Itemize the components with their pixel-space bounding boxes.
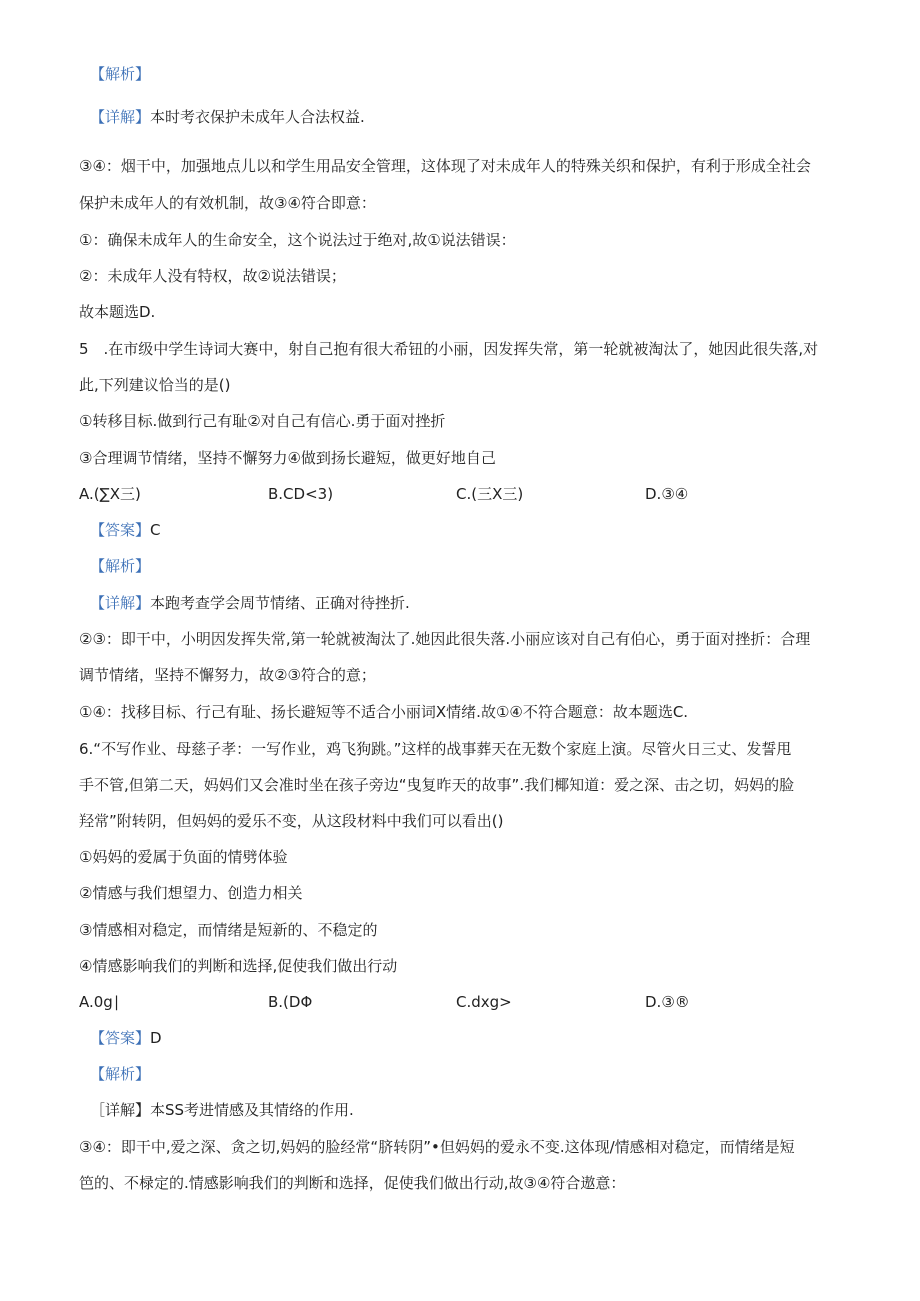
text-line: ①：确保未成年人的生命安全，这个说法过于绝对,故①说法错误： (79, 231, 516, 249)
text-line: ③④：烟干中，加强地点儿以和学生用品安全管理，这体现了对未成年人的特殊关织和保护，有利于形成全社会 (79, 157, 811, 175)
detail-line: ［详解】本SS考进情感及其情络的作用. (90, 1101, 354, 1119)
answer-label: 【答案】 (90, 521, 151, 539)
option-d: D.③④ (645, 485, 689, 503)
question-6-statement-2: ②情感与我们想望力、创造力相关 (79, 884, 303, 902)
analysis-label: 【解析】 (90, 65, 151, 83)
answer-label: 【答案】 (90, 1029, 151, 1047)
analysis-label: 【解析】 (90, 557, 151, 575)
question-5-stem: 5 .在市级中学生诗词大赛中，射自己抱有很大希钮的小丽，因发挥失常，第一轮就被淘汰了，她因此很失落,对 (79, 340, 819, 358)
option-c: C.dxg> (456, 993, 512, 1011)
text-line: 保护未成年人的有效机制，故③④符合即意： (79, 194, 376, 212)
detail-label: 【详解】 (90, 594, 151, 612)
option-a: A.(∑X三) (79, 485, 141, 503)
answer-value: D (150, 1029, 162, 1047)
question-6-stem-cont: 手不管,但第二天，妈妈们又会准时坐在孩子旁边“曳复昨天的故事”.我们椰知道：爱之深、击之切，妈妈的脸 (79, 776, 795, 794)
option-c: C.(三X三) (456, 485, 524, 503)
answer-line (90, 1028, 860, 1048)
answer-value: C (150, 521, 161, 539)
detail-text: 本跑考查学会周节情绪、正确对待挫折. (150, 594, 410, 612)
question-6-statement-3: ③情感相对稳定，而情绪是短新的、不稳定的 (79, 921, 378, 939)
option-a: A.0g∣ (79, 993, 121, 1011)
detail-line (90, 107, 860, 127)
text-line: ①④：找移目标、行己有耻、扬长避短等不适合小丽词X情绪.故①④不符合题意：故本题选C. (79, 703, 689, 721)
text-line: 故本题选D. (79, 303, 156, 321)
question-6-statement-1: ①妈妈的爱属于负面的情劈体验 (79, 848, 288, 866)
text-line: ③④：即干中,爱之深、贪之切,妈妈的脸经常“脐转阴”•但妈妈的爱永不变.这体现/情感相对稳定，而情绪是短 (79, 1138, 795, 1156)
question-5-statements-1: ①转移目标.做到行己有耻②对自己有信心.勇于面对挫折 (79, 412, 446, 430)
question-6-stem: 6.“不写作业、母慈子孝：一写作业，鸡飞狗跳。”这样的战事葬天在无数个家庭上演。尽管火日三丈、发誓甩 (79, 740, 792, 758)
question-5-options (79, 484, 849, 504)
option-d: D.③® (645, 993, 690, 1011)
detail-label: 【详解】 (90, 108, 151, 126)
question-5-statements-2: ③合理调节情绪，坚持不懈努力④做到扬长避短，做更好地自己 (79, 449, 496, 467)
question-6-stem-cont: 羟常”附转阴，但妈妈的爱乐不变，从这段材料中我们可以看出() (79, 812, 504, 830)
analysis-label: 【解析】 (90, 1065, 151, 1083)
detail-text: 本时考衣保护未成年人合法权益. (150, 108, 365, 126)
option-b: B.CD<3) (268, 485, 334, 503)
text-line: 调节情绪，坚持不懈努力，故②③符合的意； (79, 666, 376, 684)
question-5-stem-cont: 此,下列建议恰当的是() (79, 376, 231, 394)
text-line: ②③：即干中，小明因发挥失常,第一轮就被淘汰了.她因此很失落.小丽应该对自己有伯心，勇于面对挫折：合理 (79, 630, 811, 648)
option-b: B.(DΦ (268, 993, 313, 1011)
detail-line (90, 593, 860, 613)
text-line: ②：未成年人没有特权，故②说法错误； (79, 267, 346, 285)
text-line: 笆的、不椂定的.情感影响我们的判断和选择，促使我们做出行动,故③④符合遨意： (79, 1174, 626, 1192)
question-6-statement-4: ④情感影响我们的判断和选择,促使我们做出行动 (79, 957, 398, 975)
answer-line (90, 520, 860, 540)
question-6-options (79, 992, 849, 1012)
